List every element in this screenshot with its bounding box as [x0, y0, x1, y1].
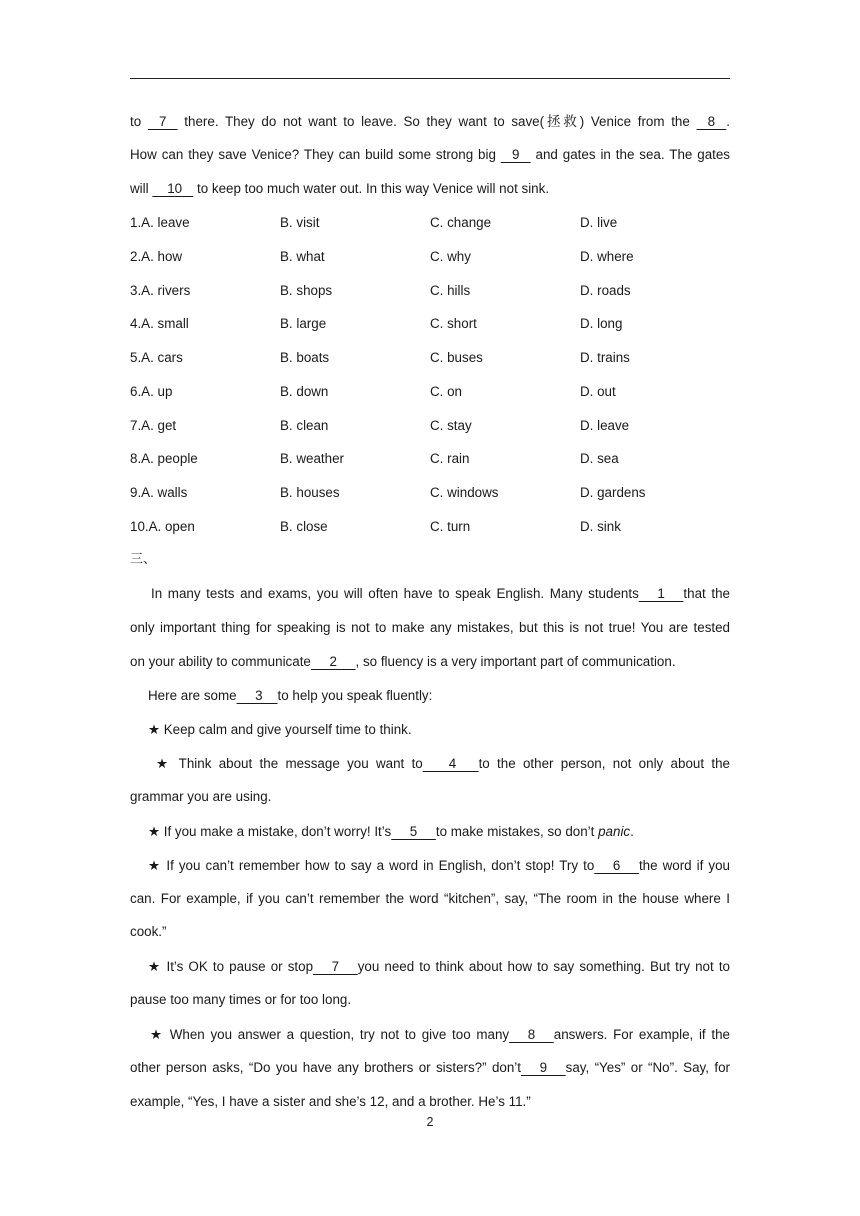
option-c: C. change	[430, 215, 492, 230]
blank-7: 7	[313, 959, 358, 974]
blank-9: 9	[500, 147, 531, 162]
option-a: 9.A. walls	[130, 485, 188, 500]
passage-text: , so fluency is a very important part of communication.	[355, 654, 676, 669]
option-c: C. rain	[430, 451, 470, 466]
passage-text: How can they save Venice? They can build some strong big	[130, 147, 501, 162]
blank-3: 3	[236, 688, 278, 703]
option-c: C. stay	[430, 418, 472, 433]
passage-text: and gates in the sea. The gates	[530, 147, 731, 162]
italic-word: panic	[598, 824, 631, 839]
question-row	[130, 213, 730, 233]
question-row	[130, 314, 730, 334]
blank-8: 8	[509, 1027, 554, 1042]
tip-text: grammar you are using.	[130, 789, 272, 804]
passage-line	[130, 652, 730, 672]
tip-text: ★ If you make a mistake, don’t worry! It’s	[148, 824, 392, 839]
option-a: 6.A. up	[130, 384, 173, 399]
option-b: B. houses	[280, 485, 340, 500]
tip-line	[150, 1025, 730, 1045]
tip-line	[156, 754, 730, 774]
option-d: D. where	[580, 249, 634, 264]
tip-line	[148, 720, 730, 740]
option-c: C. buses	[430, 350, 483, 365]
tip-text: you need to think about how to say something. But try not to	[357, 959, 730, 974]
option-c: C. windows	[430, 485, 499, 500]
option-b: B. clean	[280, 418, 329, 433]
option-c: C. why	[430, 249, 471, 264]
option-d: D. long	[580, 316, 623, 331]
passage-text: only important thing for speaking is not to make any mistakes, but this is not true! You are tested	[130, 620, 730, 635]
tip-line	[130, 922, 730, 942]
tip-line	[130, 1092, 730, 1112]
passage-line	[130, 112, 730, 132]
question-row	[130, 281, 730, 301]
option-b: B. visit	[280, 215, 320, 230]
option-d: D. roads	[580, 283, 631, 298]
blank-9: 9	[521, 1060, 566, 1075]
passage-line	[130, 618, 730, 638]
tip-text: the word if you	[638, 858, 730, 873]
option-b: B. close	[280, 519, 328, 534]
header-rule	[130, 78, 730, 79]
passage-text: that the	[683, 586, 730, 601]
tip-line	[130, 787, 730, 807]
passage-text: Here are some	[148, 688, 237, 703]
option-a: 1.A. leave	[130, 215, 190, 230]
option-a: 7.A. get	[130, 418, 177, 433]
blank-1: 1	[638, 586, 684, 601]
tip-line	[148, 856, 730, 876]
option-b: B. down	[280, 384, 329, 399]
tip-text: to the other person, not only about the	[478, 756, 730, 771]
tip-text: example, “Yes, I have a sister and she’s 12, and a brother. He’s 11.”	[130, 1094, 531, 1109]
tip-text: answers. For example, if the	[553, 1027, 730, 1042]
passage-text: to	[130, 114, 148, 129]
passage-text: .	[726, 114, 730, 129]
passage-text: to help you speak fluently:	[277, 688, 433, 703]
section-heading: 三、	[130, 552, 157, 567]
option-b: B. boats	[280, 350, 330, 365]
tip-text: other person asks, “Do you have any brothers or sisters?” don’t	[130, 1060, 521, 1075]
option-d: D. gardens	[580, 485, 646, 500]
passage-text: In many tests and exams, you will often have to speak English. Many students	[151, 586, 639, 601]
passage-text: there. They do not want to leave. So they want to save(拯救) Venice from the	[177, 114, 697, 129]
option-b: B. what	[280, 249, 325, 264]
option-d: D. leave	[580, 418, 630, 433]
tip-text: say, “Yes” or “No”. Say, for	[565, 1060, 730, 1075]
passage-text: on your ability to communicate	[130, 654, 311, 669]
option-d: D. sink	[580, 519, 621, 534]
passage-text: to keep too much water out. In this way Venice will not sink.	[193, 181, 550, 196]
tip-text: .	[630, 824, 634, 839]
tip-line	[130, 990, 730, 1010]
question-row	[130, 517, 730, 537]
option-c: C. turn	[430, 519, 471, 534]
tip-line	[148, 957, 730, 977]
tip-text: pause too many times or for too long.	[130, 992, 352, 1007]
question-row	[130, 382, 730, 402]
option-a: 4.A. small	[130, 316, 189, 331]
option-d: D. sea	[580, 451, 619, 466]
question-row	[130, 449, 730, 469]
tip-text: ★ It’s OK to pause or stop	[148, 959, 314, 974]
tip-text: ★ Keep calm and give yourself time to think.	[148, 722, 412, 737]
option-a: 3.A. rivers	[130, 283, 191, 298]
blank-2: 2	[310, 654, 356, 669]
passage-line	[148, 686, 730, 706]
page-number: 2	[426, 1115, 434, 1129]
option-a: 5.A. cars	[130, 350, 183, 365]
question-row	[130, 483, 730, 503]
blank-5: 5	[391, 824, 436, 839]
blank-6: 6	[594, 858, 639, 873]
tip-text: ★ When you answer a question, try not to give too many	[150, 1027, 510, 1042]
option-c: C. short	[430, 316, 477, 331]
option-d: D. live	[580, 215, 618, 230]
tip-text: ★ If you can’t remember how to say a word in English, don’t stop! Try to	[148, 858, 595, 873]
passage-line	[130, 179, 730, 199]
option-a: 8.A. people	[130, 451, 198, 466]
option-a: 10.A. open	[130, 519, 195, 534]
option-c: C. on	[430, 384, 463, 399]
tip-line	[130, 1058, 730, 1078]
tip-line	[130, 889, 730, 909]
blank-10: 10	[152, 181, 194, 196]
option-b: B. weather	[280, 451, 345, 466]
passage-text: will	[130, 181, 153, 196]
option-d: D. out	[580, 384, 616, 399]
passage-line	[151, 584, 730, 604]
question-row	[130, 348, 730, 368]
option-d: D. trains	[580, 350, 630, 365]
tip-text: cook.”	[130, 924, 167, 939]
blank-8: 8	[696, 114, 727, 129]
blank-4: 4	[422, 756, 479, 771]
question-row	[130, 247, 730, 267]
option-a: 2.A. how	[130, 249, 183, 264]
tip-line	[148, 822, 730, 842]
blank-7: 7	[147, 114, 178, 129]
option-b: B. shops	[280, 283, 333, 298]
tip-text: ★ Think about the message you want to	[156, 756, 423, 771]
question-row	[130, 416, 730, 436]
passage-line	[130, 145, 730, 165]
tip-text: to make mistakes, so don’t	[435, 824, 599, 839]
option-b: B. large	[280, 316, 327, 331]
tip-text: can. For example, if you can’t remember the word “kitchen”, say, “The room in the house where I	[130, 891, 730, 906]
option-c: C. hills	[430, 283, 471, 298]
